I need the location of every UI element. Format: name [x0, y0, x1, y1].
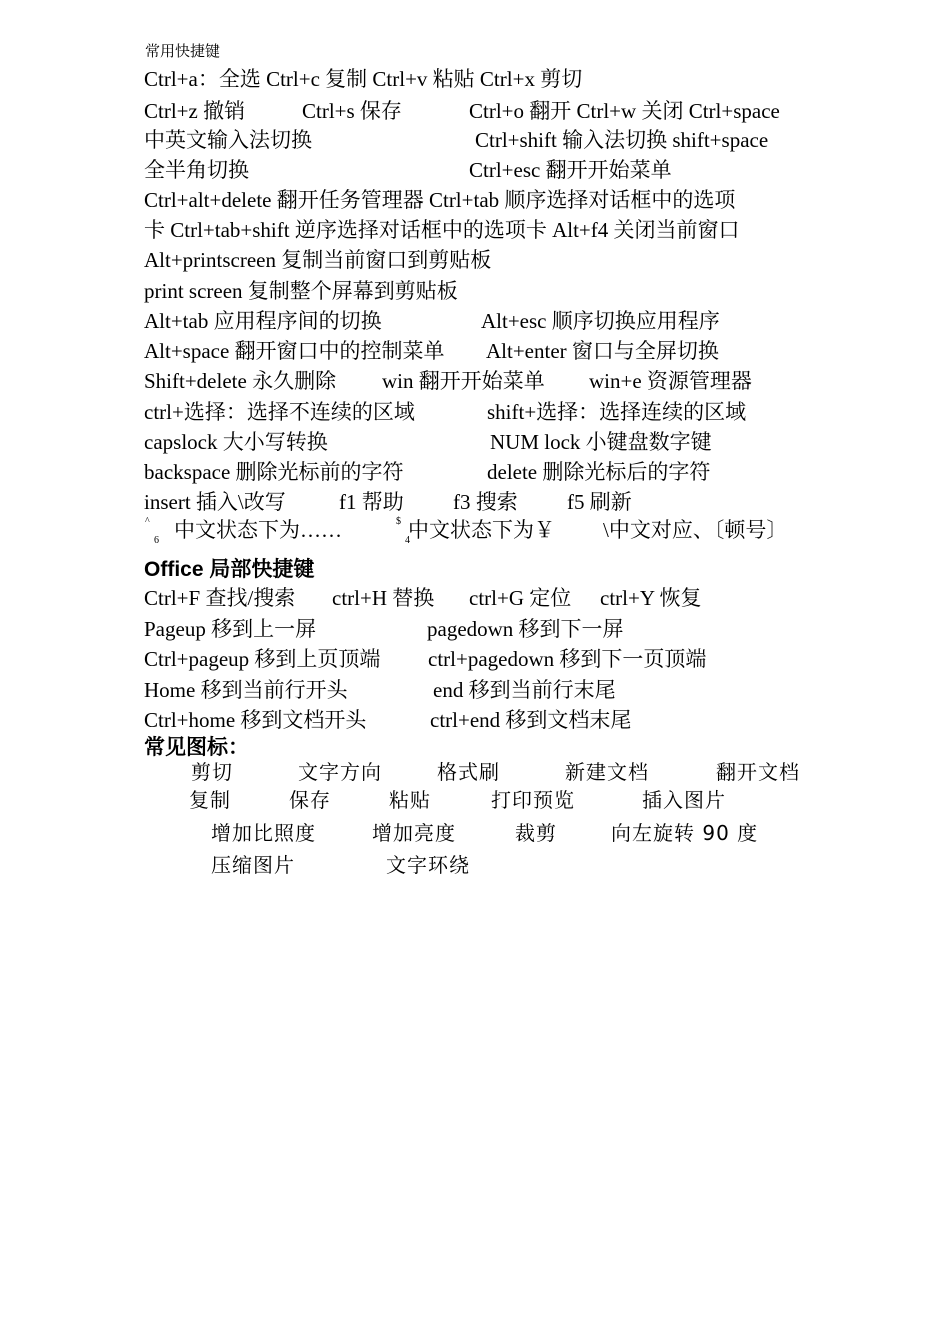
- shortcut-text: Alt+enter 窗口与全屏切换: [486, 339, 719, 363]
- shortcut-text: Ctrl+z 撤销: [144, 99, 246, 123]
- shortcut-text: 中文状态下为￥: [408, 518, 555, 542]
- icon-name: 粘贴: [389, 788, 431, 812]
- shortcut-text: Ctrl+a：全选 Ctrl+c 复制 Ctrl+v 粘贴 Ctrl+x 剪切: [144, 67, 583, 91]
- shortcut-text: Alt+printscreen 复制当前窗口到剪贴板: [144, 248, 492, 272]
- icon-row: [0, 757, 950, 787]
- icon-name: 裁剪: [515, 821, 557, 845]
- icon-row: [0, 818, 950, 848]
- icon-name: 向左旋转 90 度: [611, 821, 759, 845]
- section-heading-icons: 常见图标：: [144, 736, 249, 759]
- icon-name: 剪切: [191, 760, 233, 784]
- shortcut-text: f3 搜索: [453, 490, 518, 514]
- shortcut-text: Ctrl+o 翻开 Ctrl+w 关闭 Ctrl+space: [469, 99, 780, 123]
- shortcut-text: NUM lock 小键盘数字键: [490, 430, 712, 454]
- icon-row: [0, 785, 950, 815]
- shortcut-text: Alt+tab 应用程序间的切换: [144, 309, 382, 333]
- icon-name: 文字环绕: [386, 853, 470, 877]
- icon-name: 格式刷: [437, 760, 500, 784]
- shortcut-text: 中英文输入法切换: [144, 128, 312, 152]
- shortcut-text: Ctrl+shift 输入法切换 shift+space: [475, 128, 769, 152]
- shortcut-text: ctrl+G 定位: [469, 586, 572, 610]
- caret-mark: $: [396, 516, 401, 527]
- icon-row: [0, 850, 950, 880]
- shortcut-text: win+e 资源管理器: [589, 369, 752, 393]
- shortcut-text: pagedown 移到下一屏: [427, 617, 624, 641]
- caret-mark: ^: [145, 516, 150, 527]
- shortcut-text: Alt+space 翻开窗口中的控制菜单: [144, 339, 445, 363]
- shortcut-text: insert 插入\改写: [144, 490, 286, 514]
- icon-name: 翻开文档: [716, 760, 800, 784]
- icon-name: 打印预览: [491, 788, 575, 812]
- section-heading-office: Office 局部快捷键: [144, 558, 315, 581]
- shortcut-text: delete 删除光标后的字符: [487, 460, 711, 484]
- icon-name: 文字方向: [298, 760, 382, 784]
- shortcut-text: ctrl+pagedown 移到下一页顶端: [428, 647, 707, 671]
- shortcut-text: Pageup 移到上一屏: [144, 617, 317, 641]
- shortcut-text: Ctrl+home 移到文档开头: [144, 708, 367, 732]
- caret-mark: 6: [154, 535, 159, 546]
- shortcut-text: ctrl+H 替换: [332, 586, 435, 610]
- doc-title: 常用快捷键: [145, 42, 221, 60]
- shortcut-text: 中文状态下为……: [174, 518, 342, 542]
- shortcut-text: shift+选择：选择连续的区域: [487, 400, 747, 424]
- shortcut-text: backspace 删除光标前的字符: [144, 460, 404, 484]
- icon-name: 保存: [289, 788, 331, 812]
- shortcut-text: win 翻开开始菜单: [382, 369, 545, 393]
- shortcut-text: Ctrl+alt+delete 翻开任务管理器 Ctrl+tab 顺序选择对话框中的选项: [144, 188, 736, 212]
- shortcut-text: f1 帮助: [339, 490, 404, 514]
- shortcut-text: f5 刷新: [567, 490, 632, 514]
- shortcut-text: ctrl+end 移到文档末尾: [430, 708, 632, 732]
- icon-name: 增加比照度: [211, 821, 316, 845]
- icon-name: 增加亮度: [372, 821, 456, 845]
- icon-name: 复制: [189, 788, 231, 812]
- shortcut-text: Alt+esc 顺序切换应用程序: [481, 309, 720, 333]
- shortcut-text: Ctrl+F 查找/搜索: [144, 586, 296, 610]
- shortcut-text: Home 移到当前行开头: [144, 678, 348, 702]
- shortcut-text: Ctrl+s 保存: [302, 99, 402, 123]
- shortcut-text: Ctrl+esc 翻开开始菜单: [469, 158, 672, 182]
- shortcut-text: 全半角切换: [144, 158, 249, 182]
- icon-name: 新建文档: [565, 760, 649, 784]
- shortcut-text: Shift+delete 永久删除: [144, 369, 337, 393]
- icon-name: 插入图片: [642, 788, 726, 812]
- shortcut-text: ctrl+选择：选择不连续的区域: [144, 400, 415, 424]
- shortcut-text: capslock 大小写转换: [144, 430, 328, 454]
- shortcut-text: print screen 复制整个屏幕到剪贴板: [144, 279, 458, 303]
- shortcut-text: end 移到当前行末尾: [433, 678, 616, 702]
- shortcut-text: \中文对应、〔顿号〕: [603, 518, 788, 542]
- shortcut-text: ctrl+Y 恢复: [600, 586, 702, 610]
- icon-name: 压缩图片: [211, 853, 295, 877]
- shortcut-text: Ctrl+pageup 移到上页顶端: [144, 647, 381, 671]
- shortcut-text: 卡 Ctrl+tab+shift 逆序选择对话框中的选项卡 Alt+f4 关闭当前窗口: [144, 218, 740, 242]
- caret-mark: 4: [405, 535, 410, 546]
